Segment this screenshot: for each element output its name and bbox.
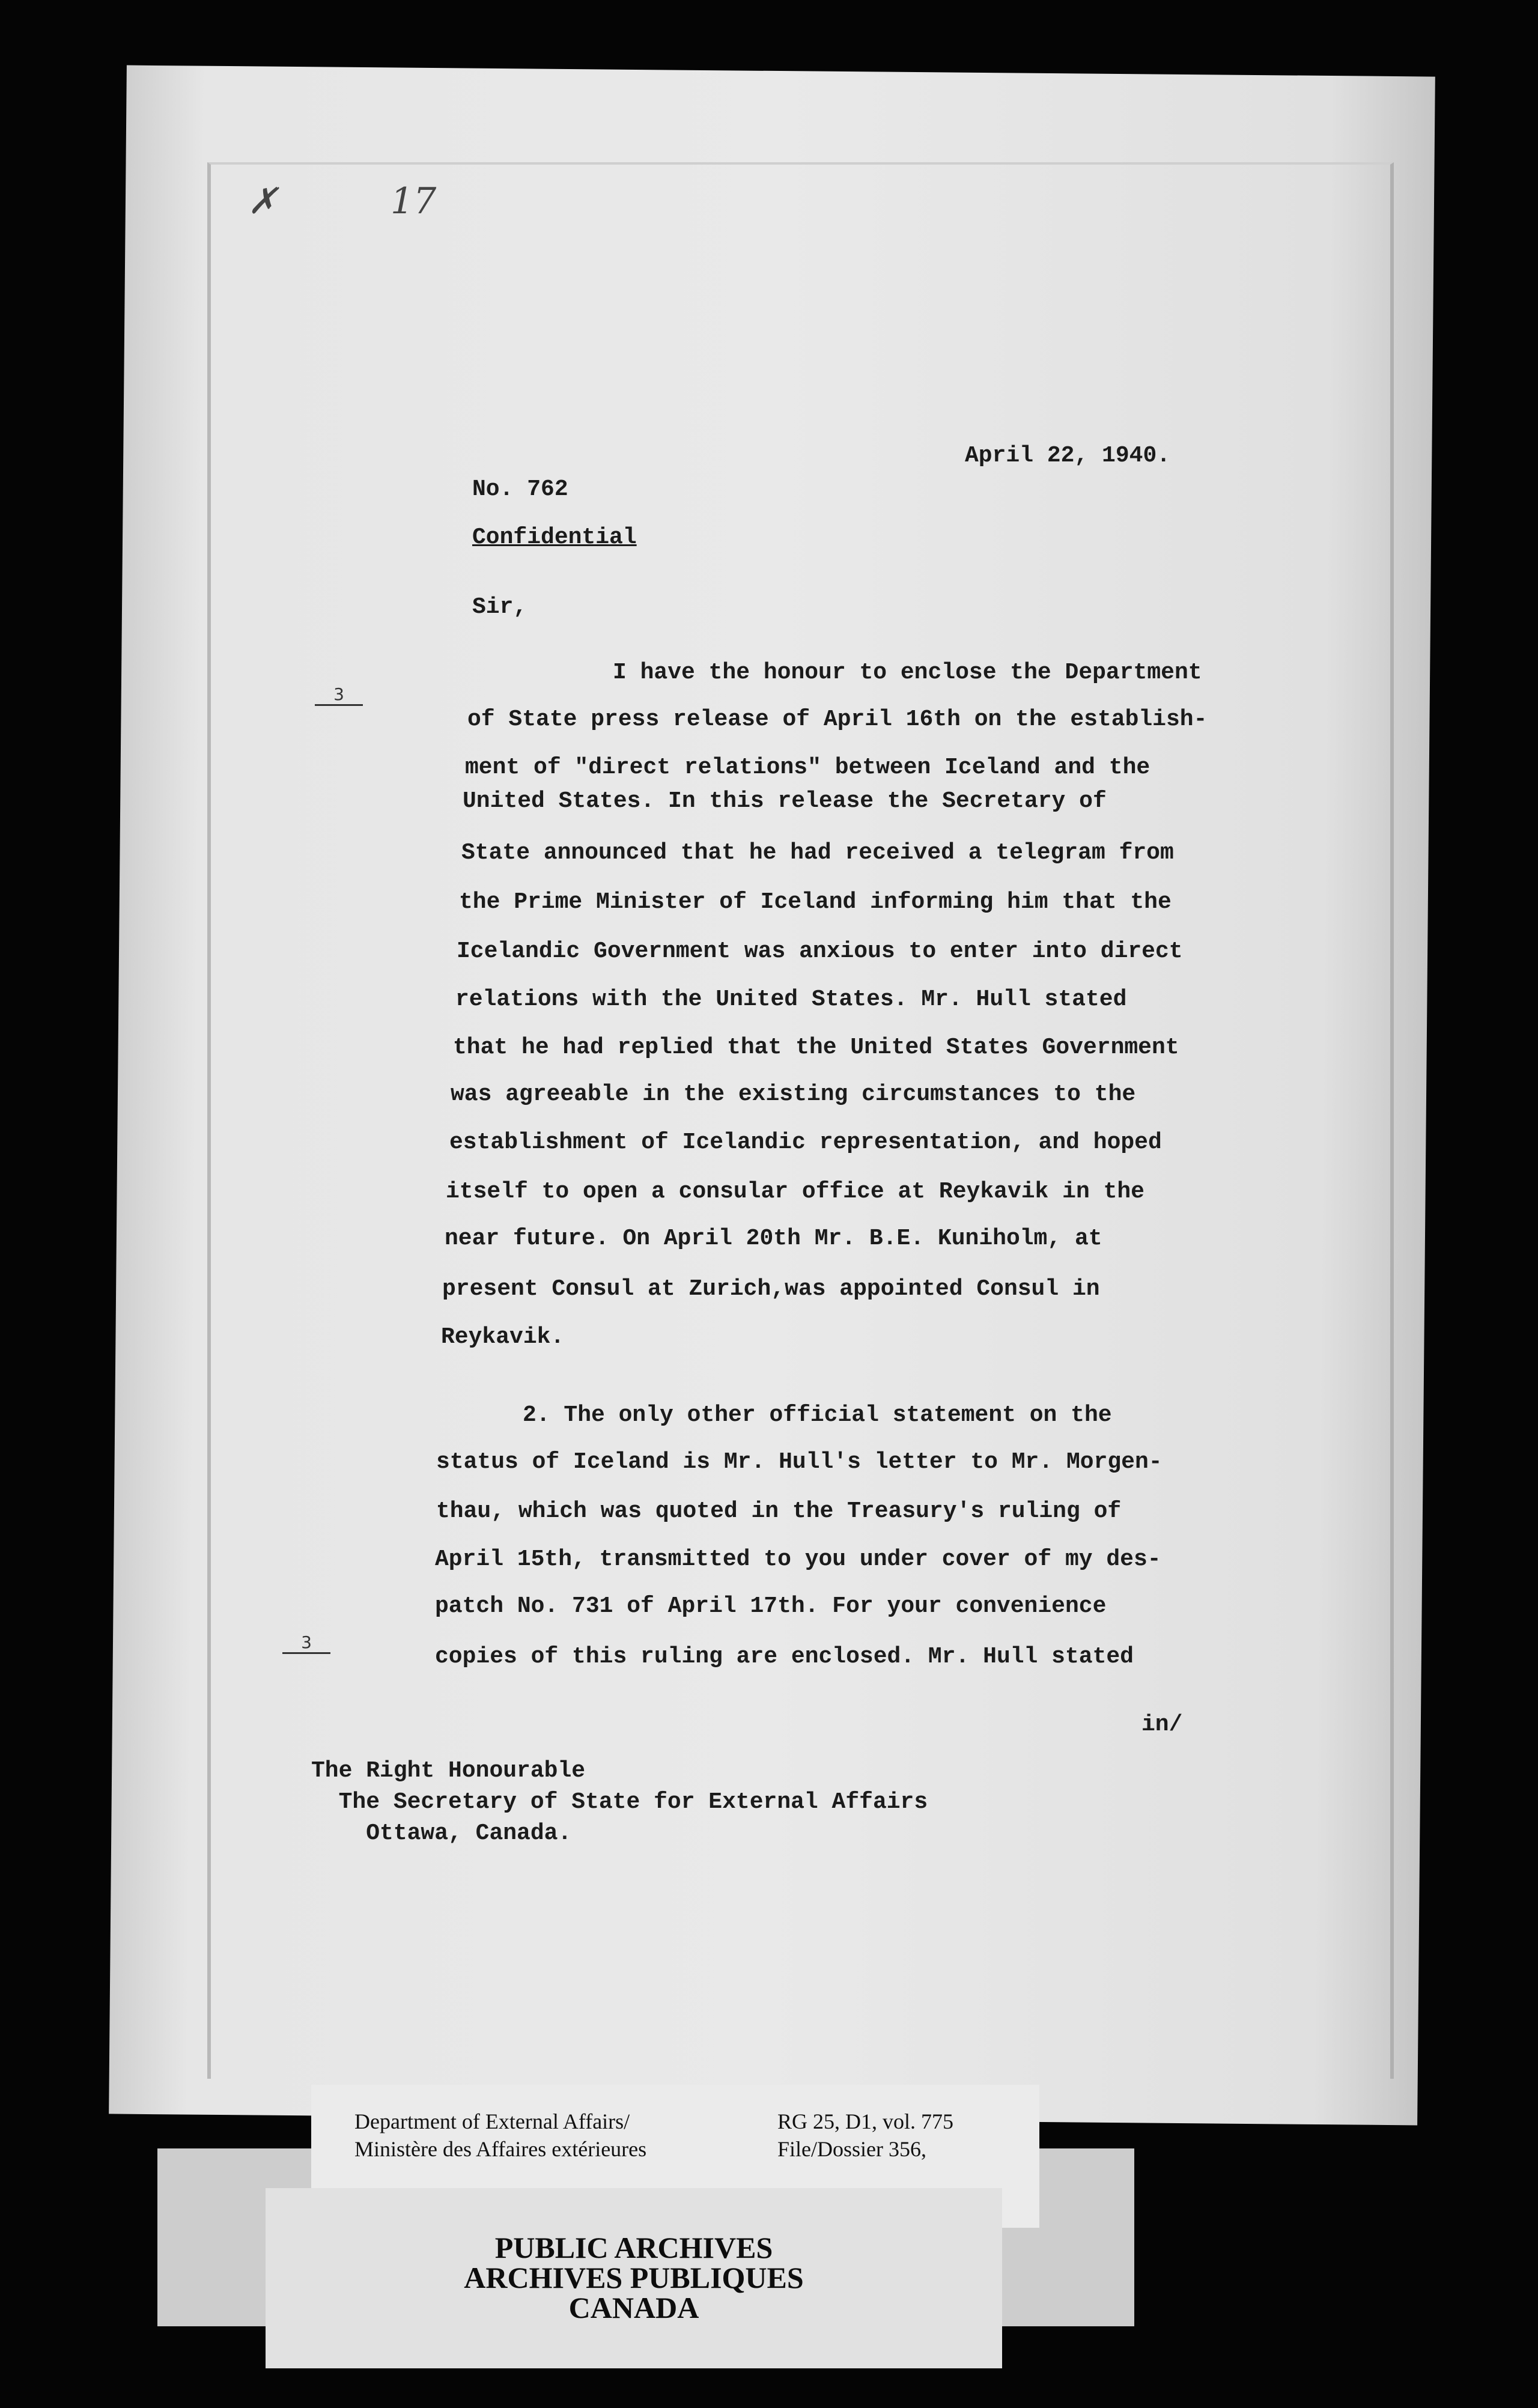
body-line: status of Iceland is Mr. Hull's letter to Mr. Morgen- [436, 1449, 1163, 1475]
body-line: Reykavik. [441, 1324, 565, 1350]
handwritten-mark: ✗ [248, 180, 278, 222]
body-line: present Consul at Zurich,was appointed Consul in [442, 1276, 1100, 1302]
margin-enclosure-note: 3 [315, 685, 363, 706]
stamp-line: ARCHIVES PUBLIQUES [464, 2261, 804, 2294]
body-line: Icelandic Government was anxious to enter into direct [457, 938, 1183, 964]
letter-reference: No. 762 [472, 476, 568, 502]
body-line: establishment of Icelandic representation, and hoped [449, 1130, 1162, 1155]
body-line: that he had replied that the United States Government [453, 1035, 1179, 1060]
addressee-line: The Right Honourable [311, 1758, 586, 1784]
department-french: Ministère des Affaires extérieures [354, 2137, 647, 2161]
body-line: itself to open a consular office at Reykavik in the [446, 1179, 1144, 1205]
body-line: was agreeable in the existing circumstances to the [451, 1081, 1136, 1107]
body-line: of State press release of April 16th on the establish- [467, 707, 1208, 732]
body-line: copies of this ruling are enclosed. Mr. Hull stated [435, 1644, 1134, 1670]
body-line: the Prime Minister of Iceland informing him that the [459, 889, 1172, 915]
department-english: Department of External Affairs/ [354, 2109, 630, 2133]
stamp-line: PUBLIC ARCHIVES [494, 2231, 773, 2264]
body-line: relations with the United States. Mr. Hull stated [455, 987, 1127, 1012]
body-line: 2. The only other official statement on the [523, 1402, 1112, 1428]
record-group: RG 25, D1, vol. 775 [777, 2109, 954, 2133]
salutation: Sir, [472, 594, 527, 620]
archive-stamp [266, 2188, 1002, 2368]
addressee-line: Ottawa, Canada. [311, 1820, 572, 1846]
continuation-mark: in/ [1141, 1712, 1183, 1738]
letter-date: April 22, 1940. [965, 443, 1171, 469]
handwritten-number: 17 [391, 180, 437, 222]
file-number: File/Dossier 356, [777, 2137, 926, 2161]
body-line: near future. On April 20th Mr. B.E. Kuniholm, at [445, 1226, 1102, 1251]
body-line: thau, which was quoted in the Treasury's ruling of [436, 1498, 1122, 1524]
body-line: United States. In this release the Secretary of [463, 788, 1107, 814]
stamp-line: CANADA [568, 2291, 699, 2324]
body-line: I have the honour to enclose the Department [613, 660, 1202, 686]
classification-label: Confidential [472, 524, 637, 550]
body-line: patch No. 731 of April 17th. For your convenience [435, 1593, 1107, 1619]
addressee-line: The Secretary of State for External Affairs [311, 1789, 928, 1815]
body-line: April 15th, transmitted to you under cover of my des- [435, 1546, 1161, 1572]
body-line: State announced that he had received a telegram from [461, 840, 1174, 866]
addressee-block [311, 1756, 928, 1849]
margin-enclosure-note: 3 [282, 1633, 330, 1654]
body-line: ment of "direct relations" between Iceland and the [465, 755, 1150, 780]
